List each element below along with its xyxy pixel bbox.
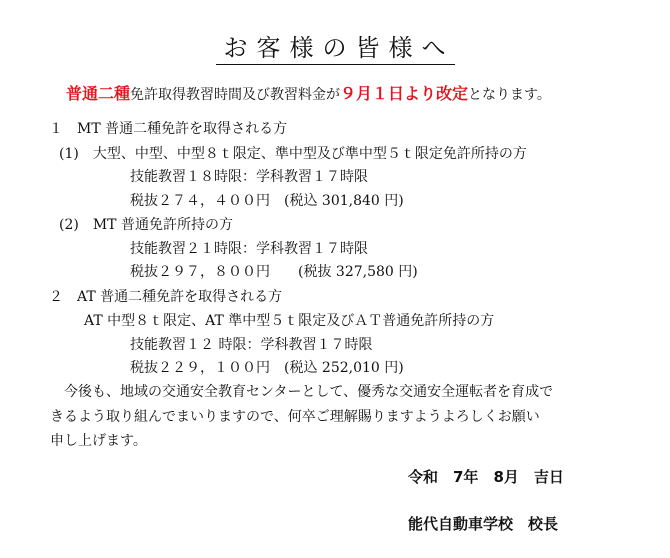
section-2-sub-hours: 技能教習１２ 時限：学科教習１７時限: [130, 337, 373, 353]
page-title-wrap: [0, 28, 670, 63]
intro-text-end: となります。: [468, 87, 551, 103]
section-2-sub-heading: AT 中型８ｔ限定、AT 準中型５ｔ限定及びＡＴ普通免許所持の方: [84, 313, 495, 329]
section-1-sub-2-hours: 技能教習２１時限：学科教習１７時限: [130, 241, 368, 257]
intro-highlight-license: 普通二種: [66, 84, 131, 103]
section-2-sub-price: 税抜２２９，１００円 (税込 252,010 円): [130, 360, 404, 376]
section-1-sub-1-price: 税抜２７４，４００円 (税込 301,840 円): [130, 193, 404, 209]
section-1-heading: １ MT 普通二種免許を取得される方: [49, 121, 288, 137]
section-1-sub-1-hours: 技能教習１８時限：学科教習１７時限: [130, 169, 368, 185]
closing-line-1: 今後も、地域の交通安全教育センターとして、優秀な交通安全運転者を育成で: [50, 384, 554, 400]
intro-line: [66, 81, 551, 104]
signature: 能代自動車学校 校長: [408, 515, 559, 533]
page-title: お客様の皆様へ: [216, 34, 455, 65]
issue-date: 令和 7年 8月 吉日: [408, 468, 564, 486]
intro-highlight-date: ９月１日より改定: [340, 84, 469, 103]
section-1-sub-2-heading: (2) MT 普通免許所持の方: [59, 217, 233, 233]
section-1-sub-2-price: 税抜２９７，８００円 (税抜 327,580 円): [130, 264, 418, 280]
closing-line-2: きるよう取り組んでまいりますので、何卒ご理解賜りますようよろしくお願い: [50, 409, 540, 425]
section-2-heading: ２ AT 普通二種免許を取得される方: [49, 289, 283, 305]
closing-line-3: 申し上げます。: [50, 433, 147, 449]
section-1-sub-1-heading: (1) 大型、中型、中型８ｔ限定、準中型及び準中型５ｔ限定免許所持の方: [59, 146, 527, 162]
intro-text: 免許取得教習時間及び教習料金が: [130, 87, 341, 103]
